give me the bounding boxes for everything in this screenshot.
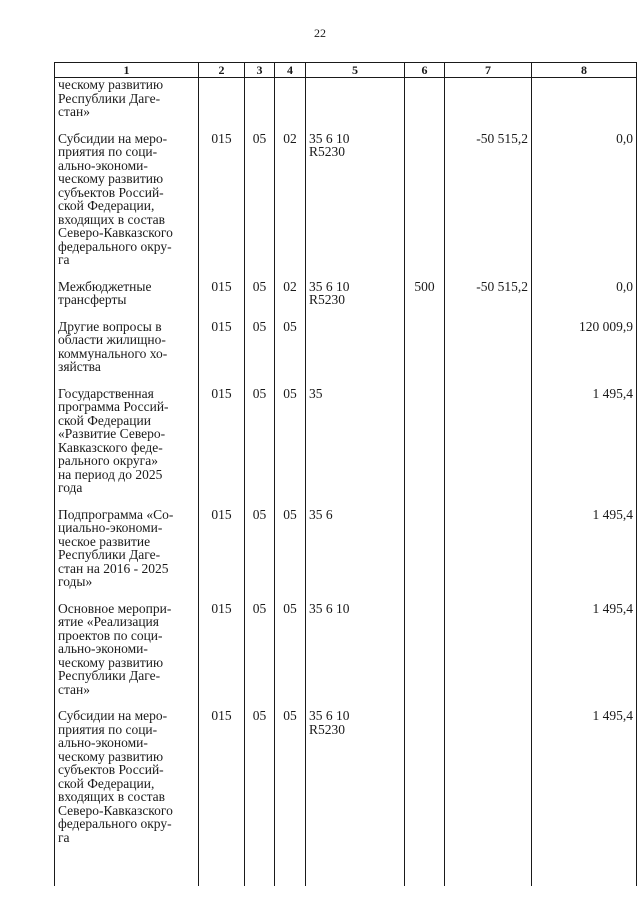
cell-section: 05 — [245, 280, 275, 320]
cell-target-code: 35 6 10 R5230 — [306, 132, 405, 280]
column-header: 3 — [245, 63, 275, 78]
table-row — [55, 78, 637, 132]
column-header: 8 — [532, 63, 637, 78]
cell-expense-type — [405, 132, 445, 280]
cell-code-admin: 015 — [199, 280, 245, 320]
cell-target-code: 35 6 — [306, 508, 405, 602]
cell-subsection: 02 — [275, 280, 306, 320]
table-filler-row — [55, 864, 637, 886]
column-header: 1 — [55, 63, 199, 78]
filler-cell — [199, 864, 245, 886]
table-row — [55, 508, 637, 602]
header-row — [55, 63, 637, 78]
row-name: Субсидии на меро- приятия по соци- ально-экономи- ческому развитию субъектов Россий- ской Федерации, входящих в состав Северо-Кавказского федерального окру- га — [55, 709, 199, 864]
cell-code-admin — [199, 78, 245, 132]
cell-subsection: 05 — [275, 508, 306, 602]
cell-target-code: 35 6 10 R5230 — [306, 280, 405, 320]
cell-section: 05 — [245, 602, 275, 710]
column-header: 6 — [405, 63, 445, 78]
cell-section: 05 — [245, 320, 275, 387]
cell-code-admin: 015 — [199, 602, 245, 710]
cell-section: 05 — [245, 132, 275, 280]
column-header: 2 — [199, 63, 245, 78]
cell-target-code — [306, 320, 405, 387]
cell-expense-type — [405, 320, 445, 387]
table-row — [55, 709, 637, 864]
column-header: 7 — [445, 63, 532, 78]
cell-change-amount: -50 515,2 — [445, 280, 532, 320]
cell-target-code — [306, 78, 405, 132]
cell-change-amount: -50 515,2 — [445, 132, 532, 280]
cell-section: 05 — [245, 387, 275, 508]
cell-target-code: 35 6 10 R5230 — [306, 709, 405, 864]
cell-total-amount: 120 009,9 — [532, 320, 637, 387]
cell-change-amount — [445, 709, 532, 864]
cell-target-code: 35 6 10 — [306, 602, 405, 710]
cell-total-amount — [532, 78, 637, 132]
cell-section: 05 — [245, 508, 275, 602]
row-name: Подпрограмма «Со- циально-экономи- ческое развитие Республики Даге- стан на 2016 - 2025 годы» — [55, 508, 199, 602]
filler-cell — [306, 864, 405, 886]
filler-cell — [275, 864, 306, 886]
cell-expense-type — [405, 387, 445, 508]
cell-total-amount: 0,0 — [532, 280, 637, 320]
budget-table — [54, 62, 637, 886]
cell-subsection: 05 — [275, 709, 306, 864]
cell-expense-type: 500 — [405, 280, 445, 320]
row-name: Государственная программа Россий- ской Федерации «Развитие Северо- Кавказского феде- рального округа» на период до 2025 года — [55, 387, 199, 508]
cell-subsection — [275, 78, 306, 132]
cell-subsection: 05 — [275, 320, 306, 387]
cell-change-amount — [445, 602, 532, 710]
cell-change-amount — [445, 78, 532, 132]
cell-change-amount — [445, 508, 532, 602]
cell-total-amount: 1 495,4 — [532, 709, 637, 864]
page-number: 22 — [314, 26, 326, 40]
cell-change-amount — [445, 320, 532, 387]
table-row — [55, 280, 637, 320]
cell-subsection: 02 — [275, 132, 306, 280]
column-header: 5 — [306, 63, 405, 78]
filler-cell — [532, 864, 637, 886]
cell-section — [245, 78, 275, 132]
filler-cell — [445, 864, 532, 886]
cell-code-admin: 015 — [199, 709, 245, 864]
column-header: 4 — [275, 63, 306, 78]
filler-cell — [405, 864, 445, 886]
filler-cell — [245, 864, 275, 886]
row-name: Другие вопросы в области жилищно- коммунального хо- зяйства — [55, 320, 199, 387]
cell-target-code: 35 — [306, 387, 405, 508]
table-row — [55, 602, 637, 710]
cell-section: 05 — [245, 709, 275, 864]
row-name: ческому развитию Республики Даге- стан» — [55, 78, 199, 132]
table-row — [55, 387, 637, 508]
cell-expense-type — [405, 508, 445, 602]
cell-expense-type — [405, 602, 445, 710]
cell-subsection: 05 — [275, 602, 306, 710]
cell-change-amount — [445, 387, 532, 508]
cell-code-admin: 015 — [199, 132, 245, 280]
filler-cell — [55, 864, 199, 886]
cell-total-amount: 0,0 — [532, 132, 637, 280]
cell-subsection: 05 — [275, 387, 306, 508]
cell-code-admin: 015 — [199, 320, 245, 387]
row-name: Межбюджетные трансферты — [55, 280, 199, 320]
cell-total-amount: 1 495,4 — [532, 508, 637, 602]
row-name: Субсидии на меро- приятия по соци- ально-экономи- ческому развитию субъектов Россий- ской Федерации, входящих в состав Северо-Кавказского федерального окру- га — [55, 132, 199, 280]
table-row — [55, 320, 637, 387]
cell-code-admin: 015 — [199, 508, 245, 602]
row-name: Основное меропри- ятие «Реализация проектов по соци- ально-экономи- ческому развитию Республики Даге- стан» — [55, 602, 199, 710]
table-row — [55, 132, 637, 280]
cell-expense-type — [405, 709, 445, 864]
cell-expense-type — [405, 78, 445, 132]
cell-total-amount: 1 495,4 — [532, 602, 637, 710]
cell-code-admin: 015 — [199, 387, 245, 508]
cell-total-amount: 1 495,4 — [532, 387, 637, 508]
